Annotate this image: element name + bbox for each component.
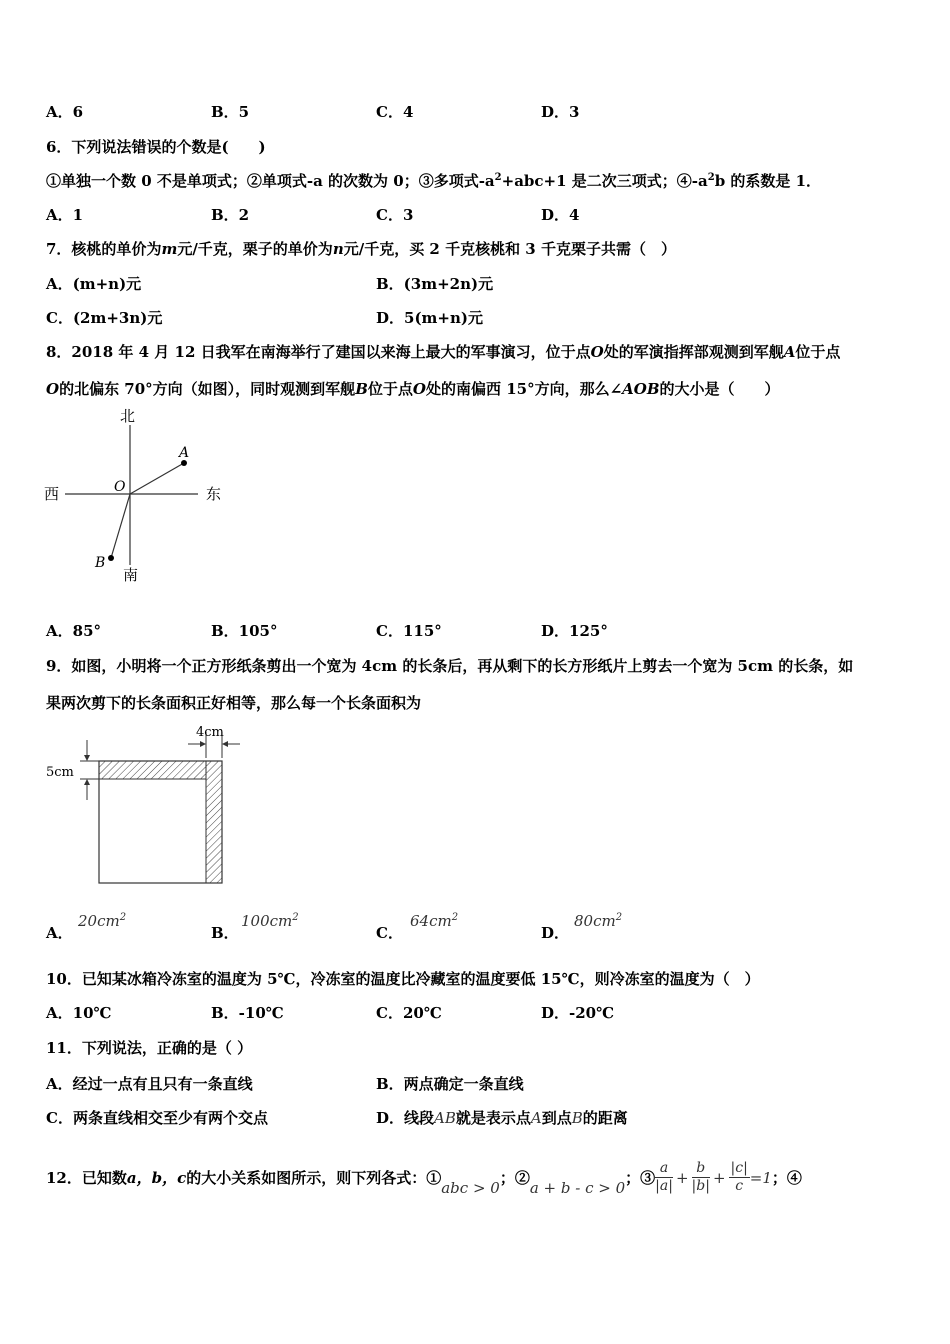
q8-stem-line2: O的北偏东 70°方向（如图），同时观测到军舰B位于点O处的南偏西 15°方向，那么∠AOB的大小是（ ） xyxy=(46,380,780,398)
fraction-c: $\frac{|c|}{c}$ xyxy=(730,1160,748,1194)
option-c: C．4 xyxy=(376,103,414,121)
point-b xyxy=(108,555,114,561)
option-c: C．115° xyxy=(376,622,442,640)
square-figure xyxy=(40,720,250,890)
strip-4cm xyxy=(206,761,222,883)
option-a: A．10℃ xyxy=(46,1004,112,1022)
q12-stem: 12．已知数 a，b，c 的大小关系如图所示，则下列各式：① abc > 0 ；② a + b - c > 0 ；③ $\frac{a}{|a|}$ + $\frac{b}{|b|}$ + $\frac{|c|}{c}$ =1 ；④ xyxy=(46,1160,802,1197)
q6-stem: 6．下列说法错误的个数是( ) xyxy=(46,138,266,156)
option-b-value: $100cm^2$ xyxy=(241,912,299,930)
option-b: B．(3m+2n)元 xyxy=(376,275,494,293)
q10-stem: 10．已知某冰箱冷冻室的温度为 5℃，冷冻室的温度比冷藏室的温度要低 15℃，则冷冻室的温度为（ ） xyxy=(46,970,760,988)
q7-stem: 7．核桃的单价为m元/千克，栗子的单价为n元/千克，买 2 千克核桃和 3 千克栗子共需（ ） xyxy=(46,240,676,258)
fraction-a: $\frac{a}{|a|}$ xyxy=(655,1160,673,1194)
option-b: B．5 xyxy=(211,103,250,121)
option-d-value: $80cm^2$ xyxy=(574,912,623,930)
q8-stem-line1: 8．2018 年 4 月 12 日我军在南海举行了建国以来海上最大的军事演习，位于点O处的军演指挥部观测到军舰A位于点 xyxy=(46,343,841,361)
o-label: O xyxy=(114,479,126,495)
west-label: 西 xyxy=(44,485,60,503)
option-d: D． xyxy=(541,924,570,942)
option-c: C．(2m+3n)元 xyxy=(46,309,163,327)
option-b: B． xyxy=(211,924,239,942)
option-d: D．线段AB就是表示点A到点B的距离 xyxy=(376,1109,628,1127)
option-d: D．3 xyxy=(541,103,580,121)
q9-stem-line1: 9．如图，小明将一个正方形纸条剪出一个宽为 4cm 的长条后，再从剩下的长方形纸片上剪去一个宽为 5cm 的长条，如 xyxy=(46,657,854,675)
east-label: 东 xyxy=(206,485,222,503)
option-d: D．4 xyxy=(541,206,580,224)
fraction-b: $\frac{b}{|b|}$ xyxy=(691,1160,710,1194)
option-c: C．3 xyxy=(376,206,414,224)
option-b: B．-10℃ xyxy=(211,1004,284,1022)
ray-ob xyxy=(111,494,130,558)
compass-figure xyxy=(40,405,230,585)
option-c: C．20℃ xyxy=(376,1004,442,1022)
option-a: A．经过一点有且只有一条直线 xyxy=(46,1075,253,1093)
option-a-value: $20cm^2$ xyxy=(78,912,127,930)
strip-5cm xyxy=(99,761,206,779)
q9-stem-line2: 果两次剪下的长条面积正好相等，那么每一个长条面积为 xyxy=(46,694,422,712)
a-label: A xyxy=(179,445,190,461)
arrowhead xyxy=(84,755,90,761)
label-5cm: 5cm xyxy=(46,765,74,780)
option-b: B．2 xyxy=(211,206,250,224)
option-c: C．两条直线相交至少有两个交点 xyxy=(46,1109,268,1127)
q6-statements: ①单独一个数 0 不是单项式；②单项式-a 的次数为 0；③多项式$-a^2+abc+1$ 是二次三项式；$④-a^2b$ 的系数是 1． xyxy=(46,172,822,190)
option-a: A．1 xyxy=(46,206,84,224)
b-label: B xyxy=(95,555,106,571)
option-a: A．6 xyxy=(46,103,84,121)
arrowhead xyxy=(222,741,228,747)
option-d: D．-20℃ xyxy=(541,1004,615,1022)
option-c-value: $64cm^2$ xyxy=(410,912,459,930)
ray-oa xyxy=(130,463,184,494)
label-4cm: 4cm xyxy=(196,725,224,740)
arrowhead xyxy=(200,741,206,747)
south-label: 南 xyxy=(123,566,139,584)
option-a: A．85° xyxy=(46,622,102,640)
option-c: C． xyxy=(376,924,403,942)
option-b: B．两点确定一条直线 xyxy=(376,1075,524,1093)
arrowhead xyxy=(84,779,90,785)
north-label: 北 xyxy=(120,407,136,425)
option-a: A．(m+n)元 xyxy=(46,275,142,293)
option-a: A． xyxy=(46,924,73,942)
q11-stem: 11．下列说法，正确的是（ ） xyxy=(46,1039,253,1057)
option-d: D．5(m+n)元 xyxy=(376,309,483,327)
option-d: D．125° xyxy=(541,622,608,640)
option-b: B．105° xyxy=(211,622,278,640)
